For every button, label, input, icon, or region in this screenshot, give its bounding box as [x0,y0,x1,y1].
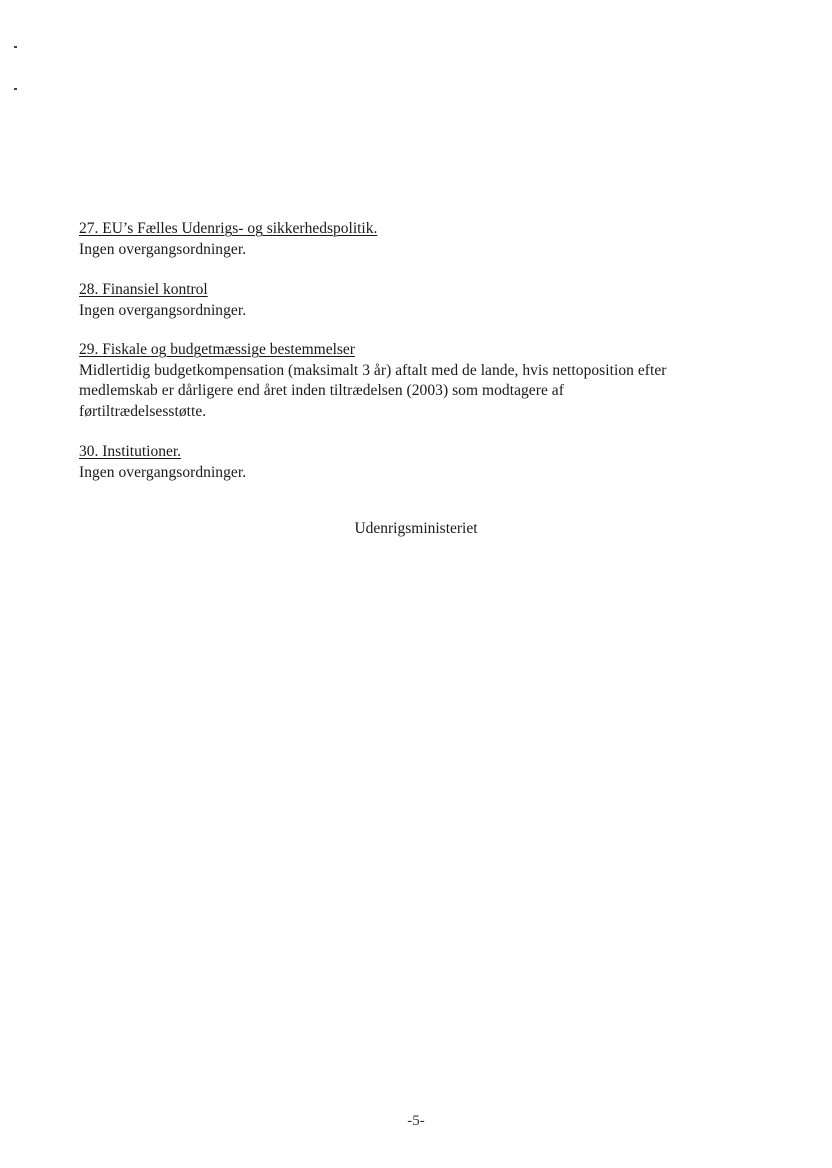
section-body-line: medlemskab er dårligere end året inden tiltrædelsen (2003) som modtagere af [79,382,564,399]
scan-mark [14,88,17,90]
section-heading: 30. Institutioner. [79,443,182,460]
section-heading: 29. Fiskale og budgetmæssige bestemmelser [79,341,355,358]
section-29 [79,340,759,422]
section-heading: 27. EU’s Fælles Udenrigs- og sikkerhedspolitik. [79,220,378,237]
section-28 [79,280,759,321]
section-heading: 28. Finansiel kontrol [79,281,208,298]
page-number: -5- [407,1113,425,1129]
section-body-line: Midlertidig budgetkompensation (maksimalt 3 år) aftalt med de lande, hvis nettoposition efter [79,361,667,379]
section-body: Ingen overgangsordninger. [79,463,247,481]
section-body: Ingen overgangsordninger. [79,301,247,319]
scan-mark [14,46,17,48]
section-body: Ingen overgangsordninger. [79,240,247,258]
section-30 [79,442,759,483]
section-body-line: førtiltrædelsesstøtte. [79,402,207,420]
signature: Udenrigsministeriet [354,520,478,537]
section-27 [79,219,759,260]
